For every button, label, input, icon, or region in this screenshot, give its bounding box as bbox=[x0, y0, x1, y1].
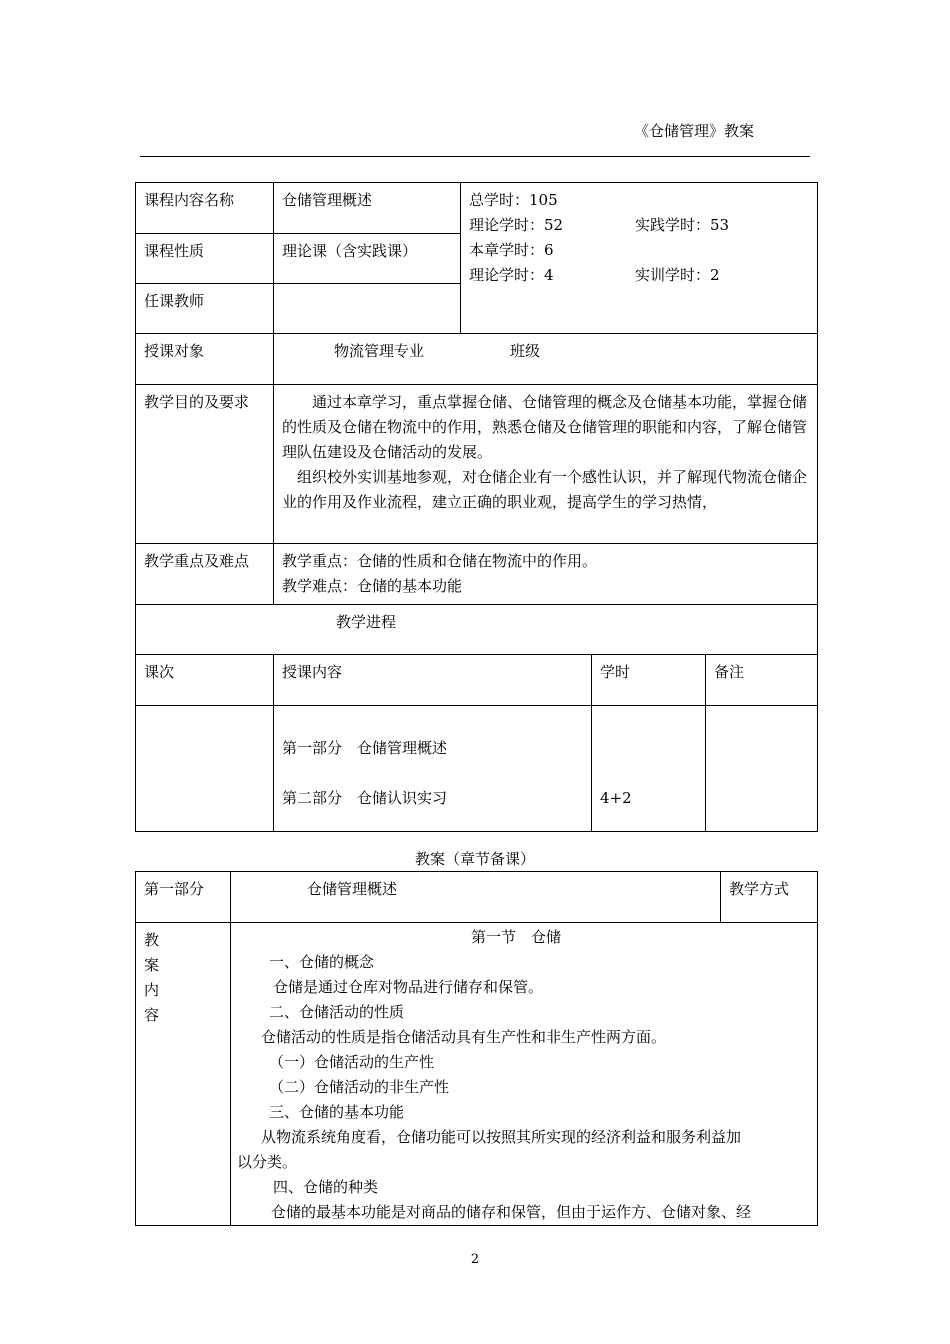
goals-label: 教学目的及要求 bbox=[136, 385, 274, 544]
page-number: 2 bbox=[470, 1252, 480, 1267]
content-line: 四、仓储的种类 bbox=[273, 1178, 379, 1196]
goals-cell bbox=[274, 385, 818, 544]
course-info-table bbox=[135, 182, 818, 832]
side-char: 案 bbox=[144, 956, 160, 974]
content-line: 以分类。 bbox=[237, 1153, 298, 1171]
process-lesson-cell bbox=[136, 706, 274, 832]
plan-content-cell bbox=[231, 923, 818, 1226]
teacher-label: 任课教师 bbox=[136, 284, 274, 334]
part-label: 第一部分 bbox=[136, 872, 231, 923]
process-header-content: 授课内容 bbox=[274, 655, 592, 706]
part-name: 仓储管理概述 bbox=[231, 872, 721, 923]
chapter-plan-table bbox=[135, 871, 818, 1226]
side-char: 内 bbox=[144, 981, 160, 999]
document-header-title: 《仓储管理》教案 bbox=[633, 122, 754, 140]
course-nature-label: 课程性质 bbox=[136, 234, 274, 284]
content-line: （一）仓储活动的生产性 bbox=[269, 1053, 435, 1071]
goals-paragraph-1: 通过本章学习，重点掌握仓储、仓储管理的概念及仓储基本功能，掌握仓储的性质及仓储在物流中的作用，熟悉仓储及仓储管理的职能和内容，了解仓储管理队伍建设及仓储活动的发展。 bbox=[282, 393, 808, 461]
key-points-cell bbox=[274, 544, 818, 605]
process-header-lesson: 课次 bbox=[136, 655, 274, 706]
course-nature-value: 理论课（含实践课） bbox=[274, 234, 461, 284]
content-line: 一、仓储的概念 bbox=[269, 953, 375, 971]
side-char: 容 bbox=[144, 1006, 160, 1024]
theory-hours: 理论学时：52 bbox=[469, 216, 564, 234]
audience-cell bbox=[274, 334, 818, 385]
practice-hours: 实践学时：53 bbox=[635, 216, 730, 234]
content-line: 三、仓储的基本功能 bbox=[269, 1103, 405, 1121]
plan-content-side-label bbox=[136, 923, 231, 1226]
process-hours-value: 4+2 bbox=[600, 789, 632, 807]
audience-major: 物流管理专业 bbox=[334, 342, 425, 360]
header-divider bbox=[140, 156, 810, 157]
side-char: 教 bbox=[144, 931, 160, 949]
key-point: 教学重点：仓储的性质和仓储在物流中的作用。 bbox=[282, 552, 598, 570]
content-line: （二）仓储活动的非生产性 bbox=[269, 1078, 450, 1096]
goals-paragraph-2: 组织校外实训基地参观，对仓储企业有一个感性认识，并了解现代物流仓储企业的作用及作业流程，建立正确的职业观，提高学生的学习热情， bbox=[282, 468, 808, 511]
process-header-remarks: 备注 bbox=[706, 655, 818, 706]
process-content-cell bbox=[274, 706, 592, 832]
process-hours-cell bbox=[592, 706, 706, 832]
teaching-method-label: 教学方式 bbox=[721, 872, 818, 923]
chapter-hours: 本章学时：6 bbox=[469, 241, 554, 259]
chapter-training-hours: 实训学时：2 bbox=[635, 266, 720, 284]
content-line: 仓储的最基本功能是对商品的储存和保管，但由于运作方、仓储对象、经 bbox=[271, 1203, 752, 1221]
section-title: 第一节 仓储 bbox=[471, 928, 562, 946]
key-points-label: 教学重点及难点 bbox=[136, 544, 274, 605]
process-item-1: 第一部分 仓储管理概述 bbox=[282, 739, 448, 757]
process-header-hours: 学时 bbox=[592, 655, 706, 706]
chapter-theory-hours: 理论学时：4 bbox=[469, 266, 554, 284]
course-name-value: 仓储管理概述 bbox=[274, 183, 461, 234]
process-item-2: 第二部分 仓储认识实习 bbox=[282, 789, 448, 807]
content-line: 仓储活动的性质是指仓储活动具有生产性和非生产性两方面。 bbox=[261, 1028, 667, 1046]
chapter-plan-title: 教案（章节备课） bbox=[414, 850, 535, 868]
content-line: 仓储是通过仓库对物品进行储存和保管。 bbox=[273, 978, 544, 996]
total-hours: 总学时：105 bbox=[469, 191, 558, 209]
content-line: 从物流系统角度看，仓储功能可以按照其所实现的经济利益和服务利益加 bbox=[261, 1128, 742, 1146]
course-name-label: 课程内容名称 bbox=[136, 183, 274, 234]
audience-class: 班级 bbox=[510, 342, 541, 360]
difficulty-point: 教学难点：仓储的基本功能 bbox=[282, 577, 463, 595]
process-remarks-cell bbox=[706, 706, 818, 832]
audience-label: 授课对象 bbox=[136, 334, 274, 385]
teacher-value bbox=[274, 284, 461, 334]
hours-cell bbox=[461, 183, 818, 334]
content-line: 二、仓储活动的性质 bbox=[269, 1003, 405, 1021]
process-title: 教学进程 bbox=[136, 605, 818, 655]
